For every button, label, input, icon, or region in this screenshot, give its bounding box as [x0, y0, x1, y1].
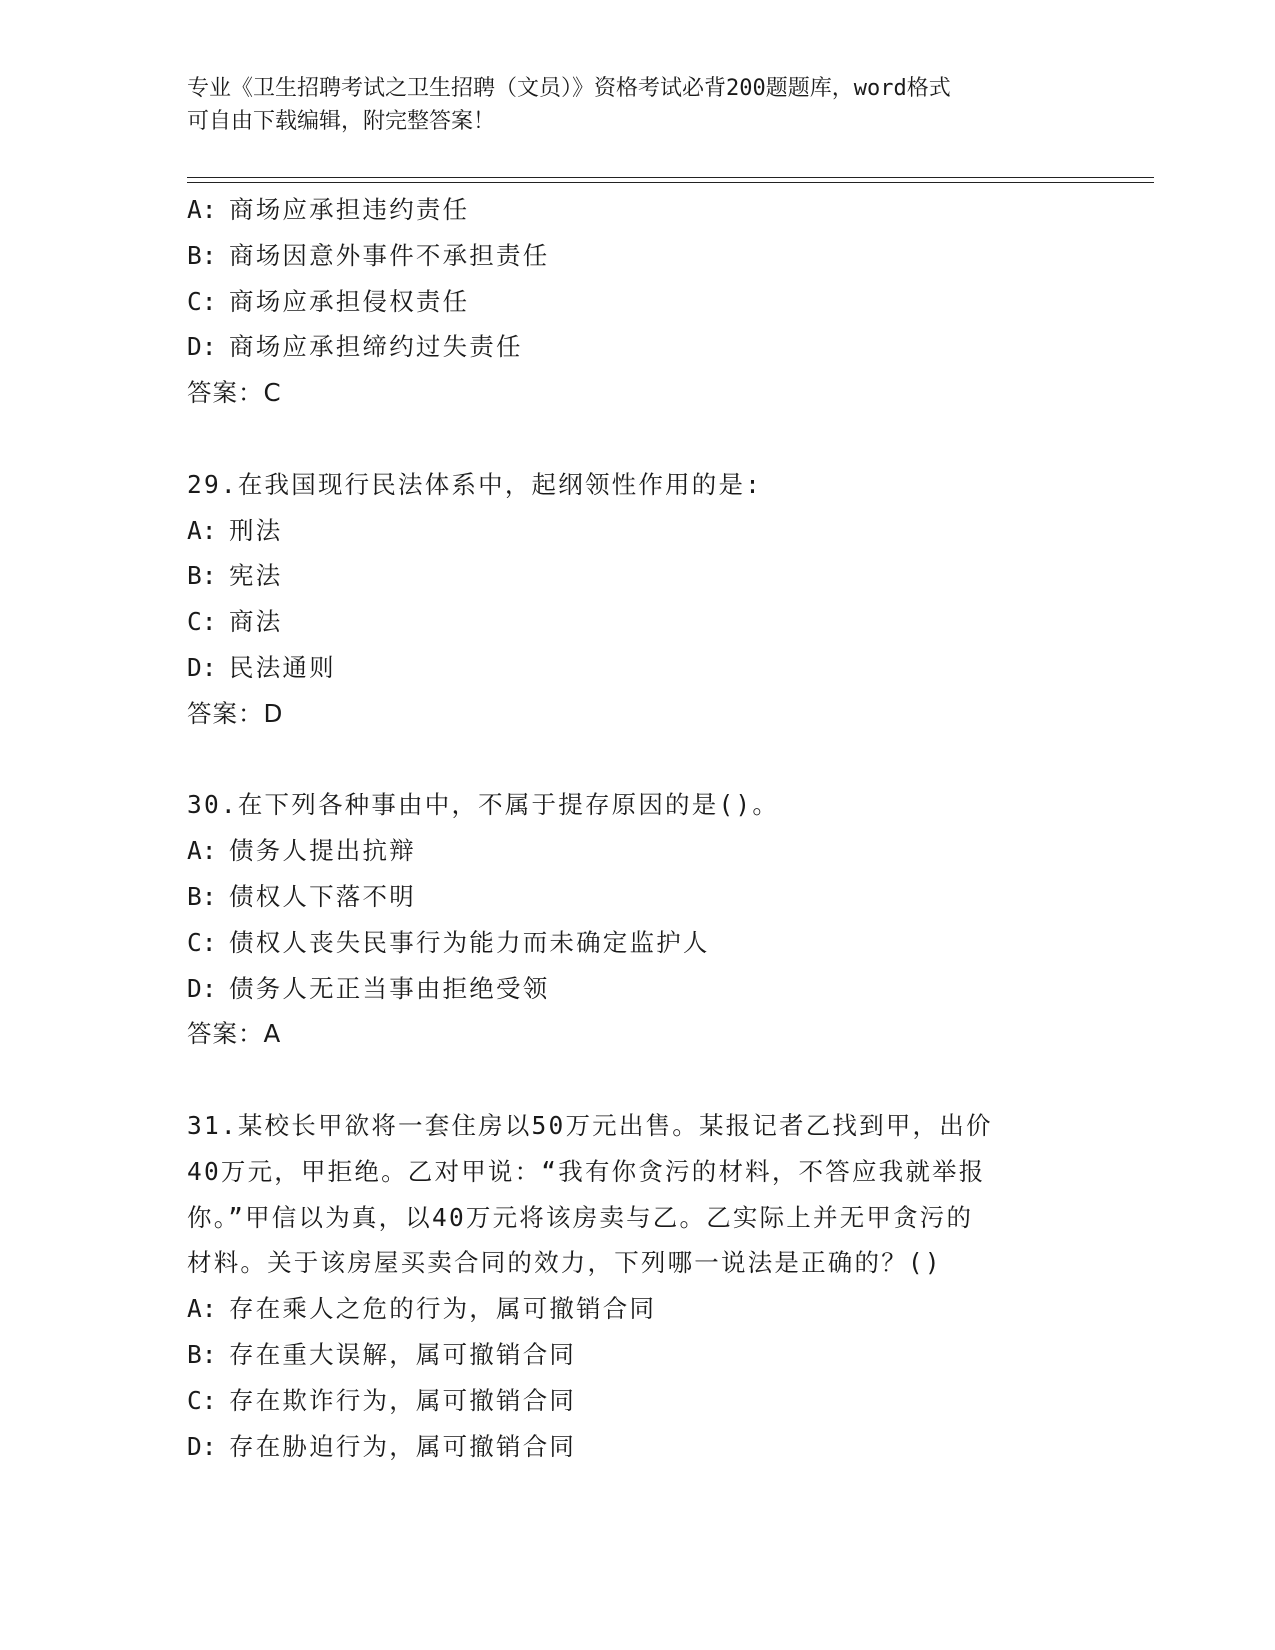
option-c	[187, 599, 1087, 645]
option-a	[187, 187, 1087, 233]
option-c	[187, 1378, 1087, 1424]
question-stem-line-4: 材料。关于该房屋买卖合同的效力，下列哪一说法是正确的？()	[187, 1248, 942, 1278]
document-header	[187, 72, 1067, 138]
option-letter: D:	[187, 973, 217, 1003]
question-stem-line-2: 40万元，甲拒绝。乙对甲说：“我有你贪污的材料，不答应我就举报	[187, 1156, 986, 1186]
option-text: 商场应承担侵权责任	[229, 286, 470, 316]
option-letter: C:	[187, 286, 217, 316]
option-letter: B:	[187, 561, 217, 591]
spacer	[187, 1057, 1087, 1103]
option-letter: A:	[187, 515, 217, 545]
option-b	[187, 233, 1087, 279]
option-letter: B:	[187, 240, 217, 270]
option-text: 民法通则	[229, 652, 336, 682]
option-a	[187, 828, 1087, 874]
answer-line: 答案：C	[187, 378, 282, 408]
option-letter: A:	[187, 836, 217, 866]
option-d	[187, 1424, 1087, 1470]
option-letter: C:	[187, 927, 217, 957]
question-stem: 30.在下列各种事由中，不属于提存原因的是()。	[187, 790, 780, 820]
option-text: 存在欺诈行为，属可撤销合同	[229, 1385, 577, 1415]
option-letter: A:	[187, 1294, 217, 1324]
option-c	[187, 279, 1087, 325]
question-31	[187, 1103, 1087, 1469]
option-text: 宪法	[229, 561, 283, 591]
option-text: 存在重大误解，属可撤销合同	[229, 1339, 577, 1369]
question-list	[187, 187, 1087, 1469]
option-letter: B:	[187, 1339, 217, 1369]
option-text: 商法	[229, 607, 283, 637]
option-text: 商场应承担违约责任	[229, 195, 470, 224]
option-text: 商场因意外事件不承担责任	[229, 240, 550, 270]
option-text: 商场应承担缔约过失责任	[229, 332, 523, 362]
question-stem-line-1: 31.某校长甲欲将一套住房以50万元出售。某报记者乙找到甲，出价	[187, 1110, 993, 1140]
option-text: 债权人下落不明	[229, 881, 416, 911]
option-letter: D:	[187, 332, 217, 362]
option-d	[187, 645, 1087, 691]
option-b	[187, 874, 1087, 920]
option-b	[187, 1332, 1087, 1378]
option-text: 存在乘人之危的行为，属可撤销合同	[229, 1294, 657, 1324]
option-a	[187, 1286, 1087, 1332]
question-29	[187, 462, 1087, 737]
spacer	[187, 416, 1087, 462]
question-30	[187, 782, 1087, 1057]
option-letter: C:	[187, 1385, 217, 1415]
header-title-line-1: 专业《卫生招聘考试之卫生招聘（文员）》资格考试必背200题题库，word格式	[187, 76, 951, 101]
option-letter: D:	[187, 652, 217, 682]
option-letter: D:	[187, 1431, 217, 1461]
option-d	[187, 966, 1087, 1012]
header-divider-top	[187, 177, 1154, 178]
answer-line: 答案：D	[187, 698, 284, 728]
option-letter: B:	[187, 881, 217, 911]
option-text: 存在胁迫行为，属可撤销合同	[229, 1431, 577, 1461]
option-text: 债务人无正当事由拒绝受领	[229, 973, 550, 1003]
option-text: 债务人提出抗辩	[229, 836, 416, 866]
option-letter: C:	[187, 607, 217, 637]
question-stem-line-3: 你。”甲信以为真，以40万元将该房卖与乙。乙实际上并无甲贪污的	[187, 1202, 974, 1232]
header-title-line-2: 可自由下载编辑，附完整答案！	[187, 109, 496, 134]
header-divider-bottom	[187, 182, 1154, 183]
option-text: 刑法	[229, 515, 283, 545]
option-letter: A:	[187, 195, 217, 224]
option-text: 债权人丧失民事行为能力而未确定监护人	[229, 927, 710, 957]
option-d	[187, 324, 1087, 370]
option-b	[187, 553, 1087, 599]
option-a	[187, 508, 1087, 554]
answer-line: 答案：A	[187, 1019, 282, 1049]
question-stem: 29.在我国现行民法体系中，起纲领性作用的是:	[187, 469, 763, 499]
question-28	[187, 187, 1087, 416]
spacer	[187, 737, 1087, 783]
option-c	[187, 920, 1087, 966]
